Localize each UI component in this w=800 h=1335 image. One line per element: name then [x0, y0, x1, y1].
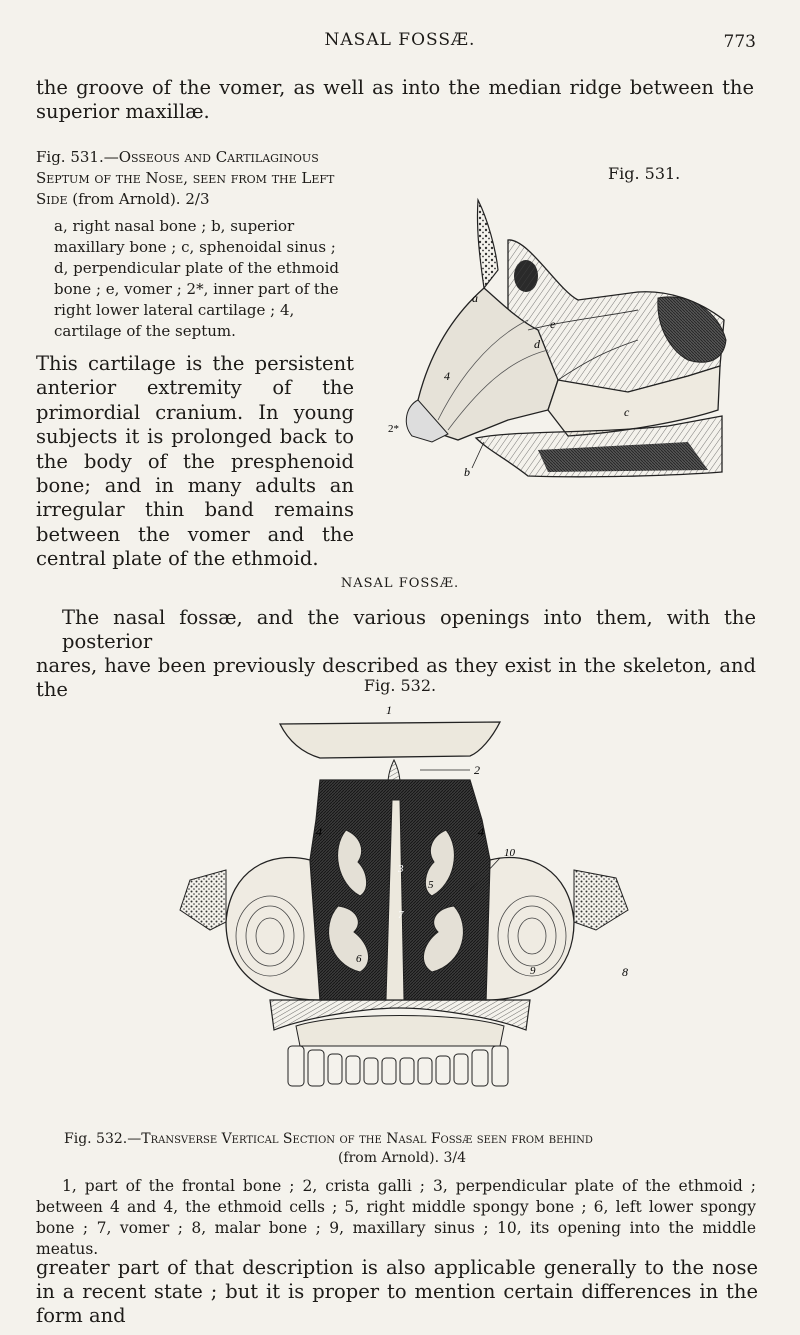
figure-531-legend: a, right nasal bone ; b, superior maxillary bone ; c, sphenoidal sinus ; d, perpendicular plate of the ethmoid bone ; e, vomer ; 2*, inner part of the right lower lateral cartilage ; 4, cartilage of the septum.: [54, 217, 339, 340]
intro-paragraph: the groove of the vomer, as well as into the median ridge between the superior maxillæ.: [36, 76, 754, 123]
figure-531-letter-c: c: [624, 405, 630, 419]
figure-531-number-2: 2*: [388, 423, 399, 435]
figure-531-caption-lead: Fig. 531.—: [36, 148, 119, 166]
figure-532-number-4-right: 4: [478, 825, 484, 839]
figure-532-caption-source: (from Arnold).: [337, 1150, 440, 1166]
figure-532-number-9: 9: [530, 965, 536, 977]
figure-532-scale: 3/4: [443, 1150, 467, 1166]
figure-532-caption-title: Transverse Vertical Section of the Nasal Fossæ seen from behind: [141, 1131, 593, 1147]
figure-532-illustration: [170, 700, 636, 1104]
figure-532-number-2: 2: [474, 763, 480, 777]
nasal-fossae-line-2: nares, have been previously described as they exist in the skeleton, and the: [36, 654, 756, 701]
figure-532-caption: [64, 1130, 740, 1168]
figure-532-number-6: 6: [356, 953, 362, 965]
figure-531-letter-a: a: [472, 291, 478, 305]
figure-531-label: Fig. 531.: [608, 164, 681, 183]
figure-532-number-8: 8: [622, 965, 628, 979]
figure-532-number-3: 3: [398, 863, 404, 875]
figure-531-caption-title: Osseous and Cartilaginous Septum of the Nose, seen from the Left Side: [36, 148, 335, 208]
figure-532-number-10: 10: [504, 847, 515, 859]
figure-531-letter-d: d: [534, 337, 540, 351]
figure-532-number-1: 1: [386, 703, 392, 717]
figure-531-scale: 2/3: [185, 190, 210, 208]
figure-532-label: Fig. 532.: [363, 676, 437, 695]
figure-532-caption-lead: Fig. 532.—: [64, 1131, 142, 1147]
figure-532-number-4-left: 4: [316, 825, 322, 839]
figure-531-number-4: 4: [444, 369, 450, 383]
page-number: 773: [723, 32, 756, 52]
figure-532-number-5: 5: [428, 879, 434, 891]
nasal-fossae-line-1: The nasal fossæ, and the various openings into them, with the posterior: [62, 606, 756, 653]
figure-531-letter-e: e: [550, 317, 556, 331]
section-heading: NASAL FOSSÆ.: [340, 576, 460, 591]
figure-532-legend: 1, part of the frontal bone ; 2, crista galli ; 3, perpendicular plate of the ethmoid ; between 4 and 4, the ethmoid cells ; 5, right middle spongy bone ; 6, left lower spongy bone ; 7, vomer ; 8, malar bone ; 9, maxillary sinus ; 10, its opening into the middle meatus.: [36, 1177, 756, 1258]
running-head: NASAL FOSSÆ.: [324, 30, 476, 50]
figure-532-number-7: 7: [398, 909, 404, 921]
figure-531-letter-b: b: [464, 465, 470, 479]
figure-531-illustration: [388, 180, 734, 486]
closing-paragraph: greater part of that description is also applicable generally to the nose in a recent state ; but it is proper to mention certain differences in the form and: [36, 1256, 758, 1327]
cartilage-paragraph: This cartilage is the persistent anterior extremity of the primordial cranium. In young subjects it is prolonged back to the body of the presphenoid bone; and in many adults an irregular thin band remains between the vomer and the central plate of the ethmoid.: [36, 352, 354, 571]
figure-531-caption-source: (from Arnold).: [72, 190, 181, 208]
figure-531-caption: [36, 147, 354, 342]
